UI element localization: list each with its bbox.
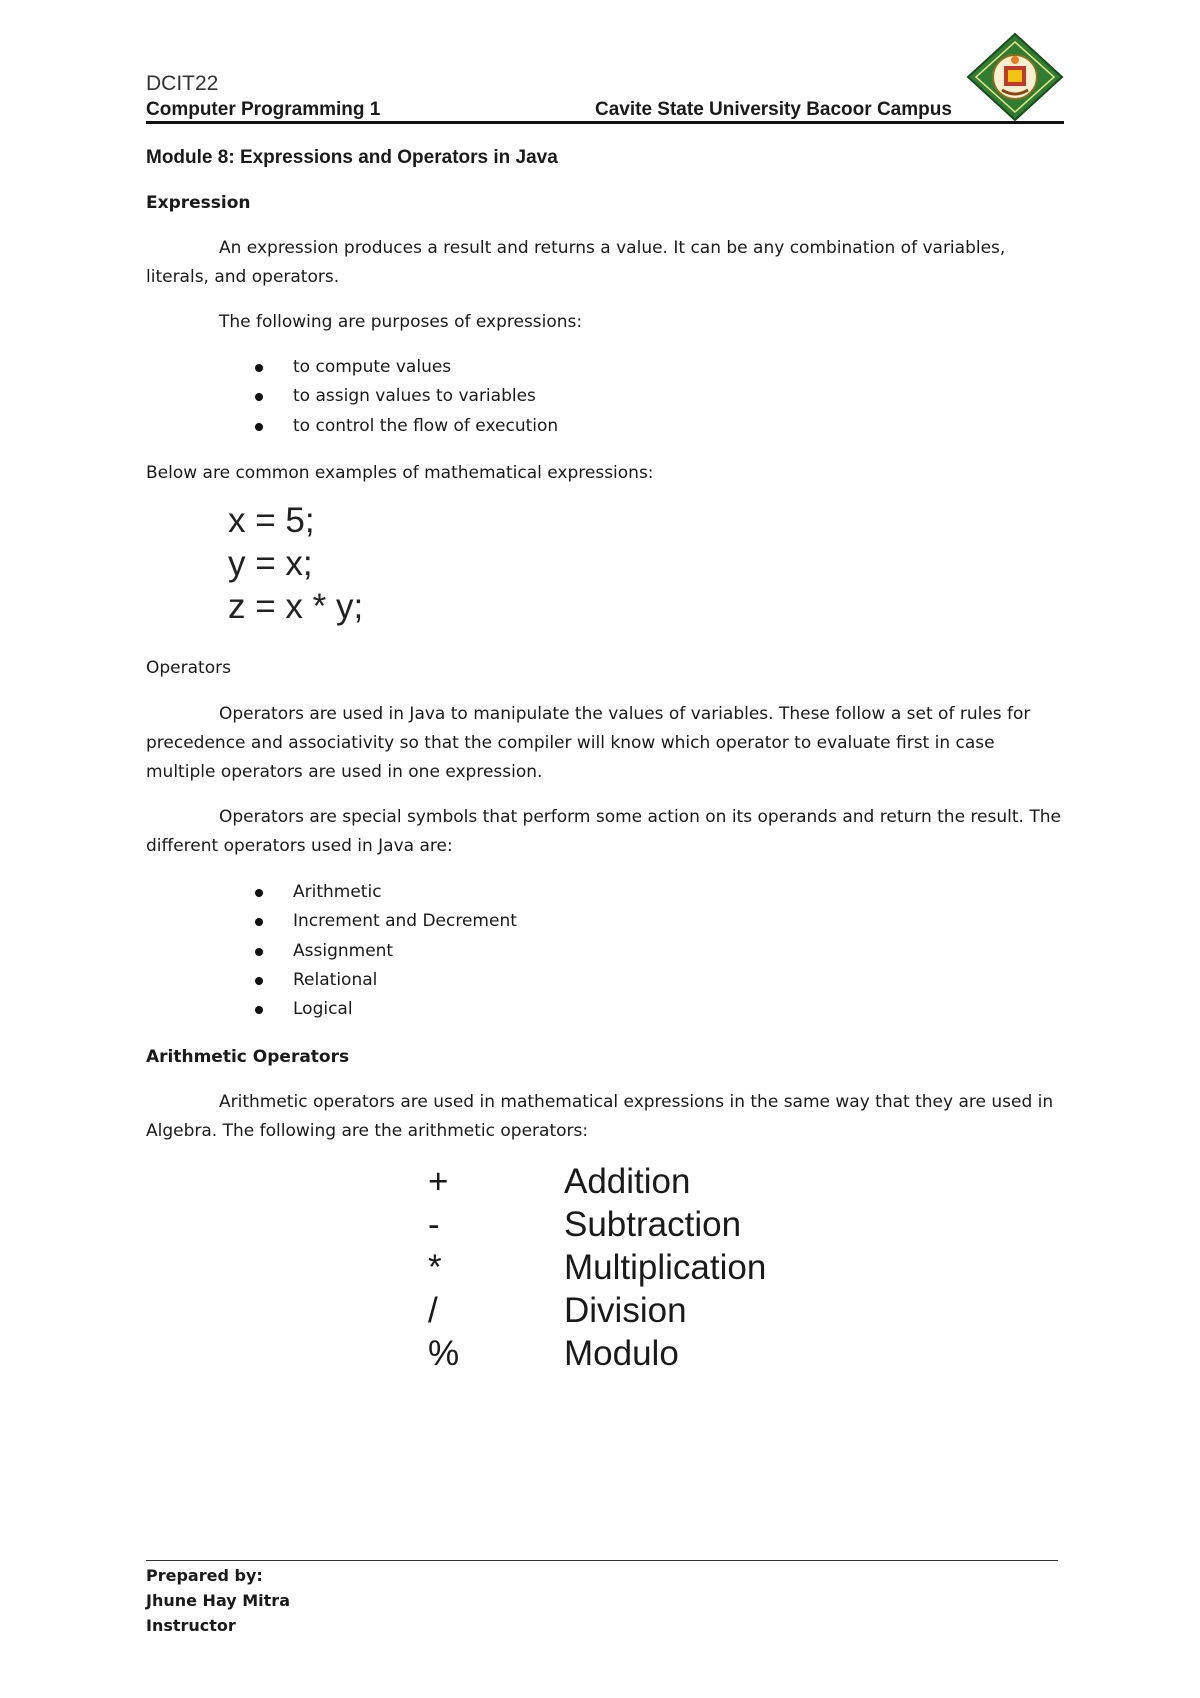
instructor-name: Jhune Hay Mitra	[146, 1591, 290, 1610]
arithmetic-heading: Arithmetic Operators	[146, 1047, 350, 1067]
operator-symbol: /	[428, 1291, 438, 1330]
bullet-icon	[255, 423, 263, 431]
example-line: z = x * y;	[228, 587, 364, 626]
school-name: Cavite State University Bacoor Campus	[595, 99, 952, 120]
list-item: Arithmetic	[253, 878, 517, 907]
bullet-icon	[255, 948, 263, 956]
operator-name: Subtraction	[564, 1205, 742, 1244]
operator-types-list	[253, 878, 517, 1024]
bullet-icon	[255, 393, 263, 401]
instructor-role: Instructor	[146, 1616, 236, 1635]
operator-symbol: +	[428, 1162, 449, 1201]
arithmetic-operators-table	[428, 1160, 766, 1375]
prepared-by-label: Prepared by:	[146, 1566, 263, 1585]
footer	[146, 1563, 290, 1638]
purposes-intro: The following are purposes of expressions:	[219, 312, 583, 332]
list-item: Relational	[253, 966, 517, 995]
table-row	[428, 1289, 766, 1332]
table-row	[428, 1246, 766, 1289]
table-row	[428, 1332, 766, 1375]
operator-name: Addition	[564, 1162, 691, 1201]
list-item: Assignment	[253, 937, 517, 966]
list-item: Increment and Decrement	[253, 907, 517, 936]
operator-symbol: *	[428, 1248, 442, 1287]
bullet-icon	[255, 1006, 263, 1014]
bullet-icon	[255, 918, 263, 926]
purposes-list	[253, 353, 558, 441]
example-line: x = 5;	[228, 501, 315, 540]
module-title: Module 8: Expressions and Operators in Java	[146, 147, 558, 168]
expression-heading: Expression	[146, 193, 251, 213]
university-seal-icon	[966, 32, 1064, 122]
operator-symbol: %	[428, 1334, 460, 1373]
operators-heading: Operators	[146, 658, 231, 678]
operator-name: Modulo	[564, 1334, 679, 1373]
arithmetic-paragraph: Arithmetic operators are used in mathematical expressions in the same way that they are used in Algebra. The following are the arithmetic operators:	[146, 1092, 1054, 1141]
table-row	[428, 1203, 766, 1246]
example-line: y = x;	[228, 544, 313, 583]
bullet-icon	[255, 889, 263, 897]
footer-rule	[146, 1560, 1058, 1561]
list-item: to assign values to variables	[253, 382, 558, 411]
list-item: to control the flow of execution	[253, 412, 558, 441]
course-name: Computer Programming 1	[146, 99, 381, 120]
table-row	[428, 1160, 766, 1203]
operators-paragraph-2: Operators are special symbols that perform some action on its operands and return the result. The different operators used in Java are:	[146, 807, 1061, 856]
expression-examples	[228, 499, 363, 628]
bullet-icon	[255, 364, 263, 372]
operator-name: Multiplication	[564, 1248, 767, 1287]
bullet-icon	[255, 977, 263, 985]
operator-symbol: -	[428, 1205, 440, 1244]
expression-paragraph: An expression produces a result and returns a value. It can be any combination of variables, literals, and operators.	[146, 238, 1006, 287]
operators-paragraph-1: Operators are used in Java to manipulate the values of variables. These follow a set of rules for precedence and associativity so that the compiler will know which operator to evaluate first in case multiple operators are used in one expression.	[146, 704, 1031, 782]
operator-name: Division	[564, 1291, 687, 1330]
header-rule	[146, 121, 1064, 124]
list-item: to compute values	[253, 353, 558, 382]
course-code: DCIT22	[146, 72, 219, 95]
list-item: Logical	[253, 995, 517, 1024]
examples-intro: Below are common examples of mathematical expressions:	[146, 463, 654, 483]
